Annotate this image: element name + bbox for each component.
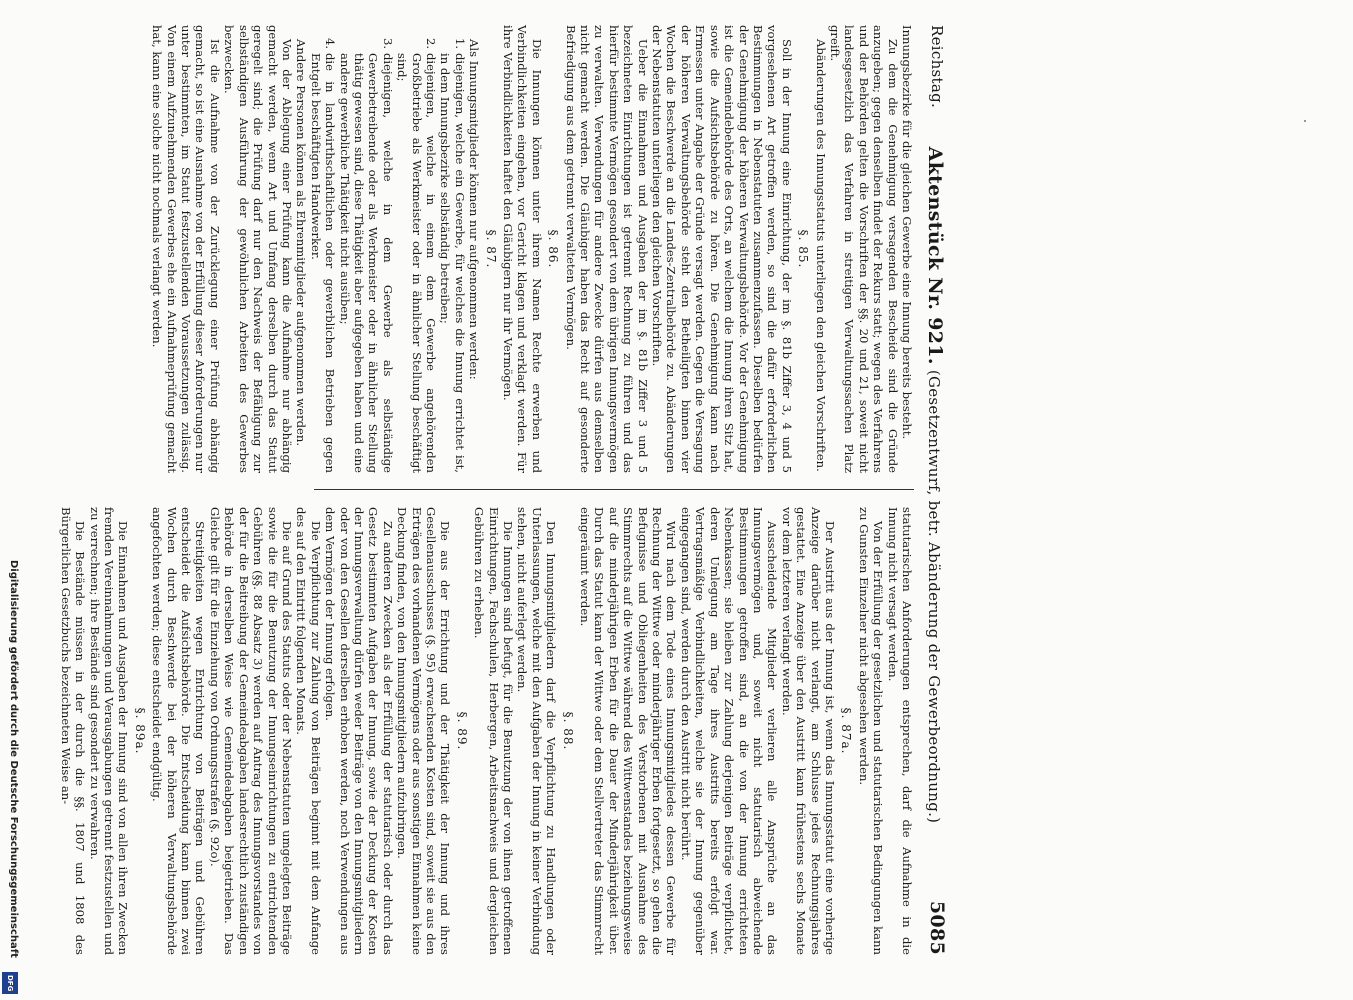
paragraph: Der Austritt aus der Innung ist, wenn das Innungsstatut eine vorherige Anzeige darüber nicht verlangt, am Schlusse jedes Rechnungsjahres gestattet. Eine Anzeige über den Austritt kann frühestens sechs Monate vor dem letzteren verlangt werden. xyxy=(779,507,837,955)
paragraph: Als Innungsmitglieder können nur aufgenommen werden: xyxy=(467,39,482,380)
list-item xyxy=(308,25,337,473)
list-item-text: diejenigen, welche ein Gewerbe, für welches die Innung errichtet ist, in dem Innungsbezirke selbständig betreiben; xyxy=(438,53,467,473)
paragraph: Streitigkeiten wegen Entrichtung von Beiträgen und Gebühren entscheidet die Aufsichtsbehörde. Die Entscheidung kann binnen zwei Wochen durch Beschwerde bei der höheren Verwaltungsbehörde angefochten werden; diese entscheidet endgültig. xyxy=(150,507,208,955)
header-left: Reichstag. xyxy=(928,25,946,109)
list-item-number: 1. xyxy=(452,37,467,49)
paragraph: Die aus der Errichtung und der Thätigkeit der Innung und ihres Gesellenausschusses (§. 95) erwachsenden Kosten sind, soweit sie aus den Erträgen des vorhandenen Vermögens oder aus sonstigen Einnahmen keine Deckung finden, von den Innungsmitgliedern aufzubringen. xyxy=(395,507,453,955)
paragraph: Die Verpflichtung zur Zahlung von Beiträgen beginnt mit dem Anfange des auf den Eintritt folgenden Monats. xyxy=(294,507,323,955)
paragraph: Ueber die Einnahmen und Ausgaben der im §. 81b Ziffer 3 und 5 bezeichneten Einrichtungen ist getrennt Rechnung zu führen und das hierfür bestimmte Vermögen gesondert von dem übrigen Innungsvermögen zu verwalten. Verwendungen für andere Zwecke dürfen aus demselben nicht gemacht werden. Die Gläubiger haben das Recht auf gesonderte Befriedigung aus dem getrennt verwalteten Vermögen. xyxy=(563,25,650,473)
page-header xyxy=(922,25,950,955)
paragraph: Ausscheidende Mitglieder verlieren alle Ansprüche an das Innungsvermögen und, soweit nicht statutarisch abweichende Bestimmungen getroffen sind, an die von der Innung errichteten Nebenkassen; sie bleiben zur Zahlung derjenigen Beiträge verpflichtet, deren Umlegung am Tage ihres Austritts bereits erfolgt war. Vertragsmäßige Verbindlichkeiten, welche sie der Innung gegenüber eingegangen sind, werden durch den Austritt nicht berührt. xyxy=(678,507,780,955)
paragraph: Die Innungen sind befugt, für die Benutzung der von ihnen getroffenen Einrichtungen, Fachschulen, Herbergen, Arbeitsnachweis und dergleichen Gebühren zu erheben. xyxy=(472,507,516,955)
paragraph: Soll in der Innung eine Einrichtung, der im §. 81b Ziffer 3, 4 und 5 vorgesehenen Art getroffen werden, so sind die dafür erforderlichen Bestimmungen in Nebenstatuten zusammenzufassen. Dieselben bedürfen der Genehmigung der höheren Verwaltungsbehörde. Vor der Genehmigung ist die Gemeindebehörde des Orts, an welchem die Innung ihren Sitz hat, sowie die Aufsichtsbehörde zu hören. Die Genehmigung kann nach Ermessen unter Angabe der Gründe versagt werden. Gegen die Versagung der höheren Verwaltungsbehörde steht den Betheiligten binnen vier Wochen die Beschwerde an die Landes-Zentralbehörde zu. Abänderungen der Nebenstatuten unterliegen den gleichen Vorschriften. xyxy=(650,25,794,473)
paragraph: Wird nach dem Tode eines Innungsmitgliedes dessen Gewerbe für Rechnung der Wittwe oder minderjähriger Erben fortgesetzt, so gehen die Befugnisse und Obliegenheiten des Verstorbenen mit Ausnahme des Stimmrechts auf die Wittwe während des Wittwenstandes beziehungsweise auf die minderjährigen Erben für die Dauer der Minderjährigkeit über. Durch das Statut kann der Wittwe oder dem Stellvertreter das Stimmrecht eingeräumt werden. xyxy=(578,507,679,955)
paragraph: Zu anderen Zwecken als der Erfüllung der statutarisch oder durch das Gesetz bestimmten Aufgaben der Innung, sowie der Deckung der Kosten der Innungsverwaltung dürfen weder Beiträge von den Innungsmitgliedern oder von den Gesellen derselben erhoben werden, noch Verwendungen aus dem Vermögen der Innung erfolgen. xyxy=(323,507,395,955)
paragraph: Abänderungen des Innungsstatuts unterliegen den gleichen Vorschriften. xyxy=(813,39,828,472)
list-item-text: die in landwirthschaftlichen oder gewerblichen Betrieben gegen Entgelt beschäftigten Handwerker. xyxy=(308,53,338,473)
paragraph: Die Innungen können unter ihrem Namen Rechte erwerben und Verbindlichkeiten eingehen, vor Gericht klagen und verklagt werden. Für ihre Verbindlichkeiten haftet den Gläubigern nur ihr Vermögen. xyxy=(501,25,544,473)
paragraph: Die auf Grund des Statuts oder der Nebenstatuten umgelegten Beiträge sowie die für die Benutzung der Innungseinrichtungen zu entrichtenden Gebühren (§§. 88 Absatz 3) werden auf Antrag des Innungsvorstandes von der für die Beitreibung der Gemeindeabgaben landesrechtlich zuständigen Behörde in derselben Weise wie Gemeindeabgaben beigetrieben. Das Gleiche gilt für die Einziehung von Ordnungsstrafen (§. 92o). xyxy=(207,507,294,955)
column-divider xyxy=(314,489,914,490)
list-item-number: 3. xyxy=(380,37,395,49)
paragraph: Von der Ablegung einer Prüfung kann die Aufnahme nur abhängig gemacht werden, wenn Art und Umfang derselben durch das Statut geregelt sind; die Prüfung darf nur den Nachweis der Befähigung zur selbständigen Ausführung der gewöhnlichen Arbeiten des Gewerbes bezwecken. xyxy=(222,25,294,473)
section-heading: §. 87a. xyxy=(839,707,854,755)
paragraph: statutarischen Anforderungen entsprechen, darf die Aufnahme in die Innung nicht versagt werden. xyxy=(885,507,914,955)
list-item-text: diejenigen, welche in einem dem Gewerbe angehörenden Großbetriebe als Werkmeister oder in ähnlicher Stellung beschäftigt sind; xyxy=(395,53,438,473)
funding-credit: Digitalisierung gefördert durch die Deutsche Forschungsgemeinschaft xyxy=(8,560,19,958)
paragraph: Die Bestände müssen in der durch die §§. 1807 und 1808 des Bürgerlichen Gesetzbuchs bezeichneten Weise an- xyxy=(58,507,88,955)
dfg-logo-icon: DFG xyxy=(2,972,18,994)
right-column xyxy=(58,507,914,956)
list-item xyxy=(337,25,395,473)
section-heading: §. 87. xyxy=(483,229,498,269)
paragraph: Die Einnahmen und Ausgaben der Innung sind von allen ihren Zwecken fremden Vereinnahmungen und Verausgabungen getrennt festzustellen und zu verrechnen; ihre Bestände sind gesondert zu verwahren. xyxy=(87,507,131,955)
list-item-text: diejenigen, welche in dem Gewerbe als selbständige Gewerbetreibende oder als Werkmeister oder in ähnlicher Stellung thätig gewesen sind, diese Thätigkeit aber aufgegeben haben und eine andere gewerbliche Thätigkeit nicht ausüben; xyxy=(337,53,395,473)
header-title-bold: Aktenstück Nr. 921. xyxy=(924,146,946,365)
list-item-number: 2. xyxy=(424,37,438,49)
section-heading: §. 89a. xyxy=(132,707,147,755)
header-title-rest: (Gesetzentwurf, betr. Abänderung der Gewerbeordnung.) xyxy=(925,369,943,824)
page-number: 5085 xyxy=(926,900,948,955)
paragraph: Ist die Aufnahme von der Zurücklegung einer Prüfung abhängig gemacht, so ist eine Ausnahme von der Erfüllung dieser Anforderungen nur unter bestimmten, im Statut festzustellenden Voraussetzungen zulässig. Von einem Aufzunehmenden Gewerbes ehe ein Aufnahmeprüfung gemacht hat, kann eine solche nicht nochmals verlangt werden. xyxy=(150,25,222,473)
paragraph: Andere Personen können als Ehrenmitglieder aufgenommen werden. xyxy=(294,39,309,447)
list-item xyxy=(438,25,467,473)
paragraph: Zu dem die Genehmigung versagenden Bescheide sind die Gründe anzugeben; gegen denselben findet der Rekurs statt; wegen des Verfahrens und der Behörden gelten die Vorschriften der §§. 20 und 21, soweit nicht landesgesetzlich das Verfahren in streitigen Verwaltungssachen Platz greift. xyxy=(827,25,900,473)
paragraph: Von der Erfüllung der gesetzlichen und statutarischen Bedingungen kann zu Gunsten Einzelner nicht abgesehen werden. xyxy=(856,507,886,956)
list-item xyxy=(395,25,438,473)
digitization-footer xyxy=(0,560,22,1000)
section-heading: §. 88. xyxy=(560,711,575,751)
header-title xyxy=(924,75,946,895)
list-item-number: 4. xyxy=(323,37,338,49)
paragraph: Den Innungsmitgliedern darf die Verpflichtung zu Handlungen oder Unterlassungen, welche mit den Aufgaben der Innung in keiner Verbindung stehen, nicht auferlegt werden. xyxy=(515,507,559,955)
paragraph: Innungsbezirke für die gleichen Gewerbe eine Innung bereits besteht. xyxy=(900,25,914,440)
left-column xyxy=(150,25,914,473)
document-page xyxy=(58,25,950,956)
section-heading: §. 86. xyxy=(546,229,561,269)
section-heading: §. 89. xyxy=(454,711,469,751)
scan-speck xyxy=(1304,120,1306,122)
section-heading: §. 85. xyxy=(796,229,811,269)
